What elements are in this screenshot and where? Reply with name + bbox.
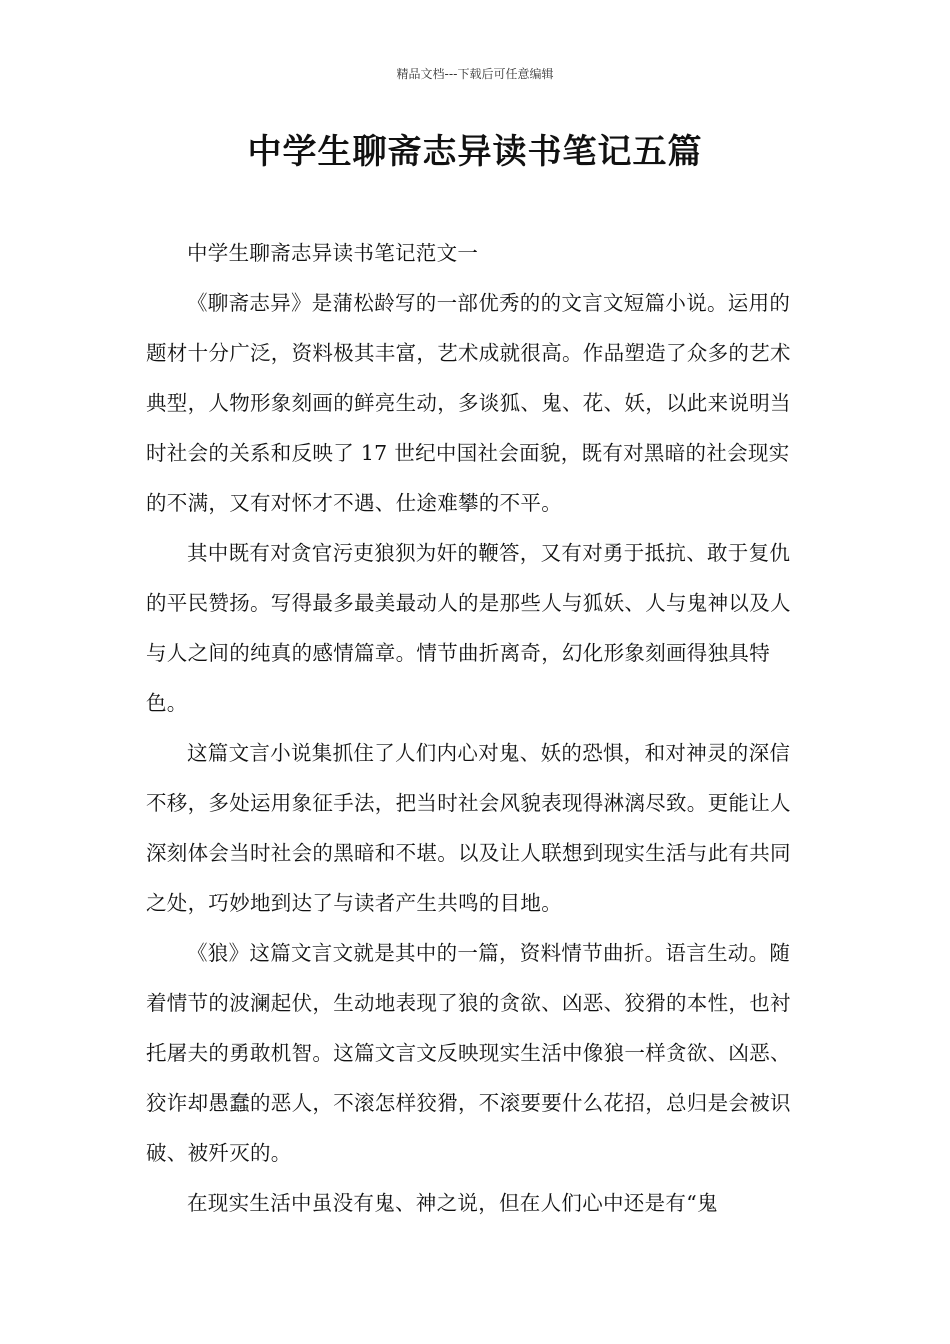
paragraph-4: 《狼》这篇文言文就是其中的一篇，资料情节曲折。语言生动。随着情节的波澜起伏，生动地表现了狼的贪欲、凶恶、狡猾的本性，也衬托屠夫的勇敢机智。这篇文言文反映现实生活中像狼一样贪欲、凶恶、狡诈却愚蠢的恶人，不滚怎样狡猾，不滚要要什么花招，总归是会被识破、被歼灭的。 [146,941,791,1165]
paragraph-3: 这篇文言小说集抓住了人们内心对鬼、妖的恐惧，和对神灵的深信不移，多处运用象征手法，把当时社会风貌表现得淋漓尽致。更能让人深刻体会当时社会的黑暗和不堪。以及让人联想到现实生活与此有共同之处，巧妙地到达了与读者产生共鸣的目地。 [146,741,791,915]
paragraph-1: 《聊斋志异》是蒲松龄写的一部优秀的的文言文短篇小说。运用的题材十分广泛，资料极其丰富，艺术成就很高。作品塑造了众多的艺术典型，人物形象刻画的鲜亮生动，多谈狐、鬼、花、妖，以此来说明当时社会的关系和反映了 17 世纪中国社会面貌，既有对黑暗的社会现实的不满，又有对怀才不遇、仕途难攀的不平。 [146,291,791,515]
section-heading: 中学生聊斋志异读书笔记范文一 [187,241,479,265]
paragraph-5: 在现实生活中虽没有鬼、神之说，但在人们心中还是有“鬼 [187,1191,718,1215]
paragraph-2: 其中既有对贪官污吏狼狈为奸的鞭答，又有对勇于抵抗、敢于复仇的平民赞扬。写得最多最美最动人的是那些人与狐妖、人与鬼神以及人与人之间的纯真的感情篇章。情节曲折离奇，幻化形象刻画得独具特色。 [146,541,791,715]
page-header-note: 精品文档---下载后可任意编辑 [396,67,554,81]
document-title: 中学生聊斋志异读书笔记五篇 [247,132,703,172]
document-body [146,228,808,1228]
